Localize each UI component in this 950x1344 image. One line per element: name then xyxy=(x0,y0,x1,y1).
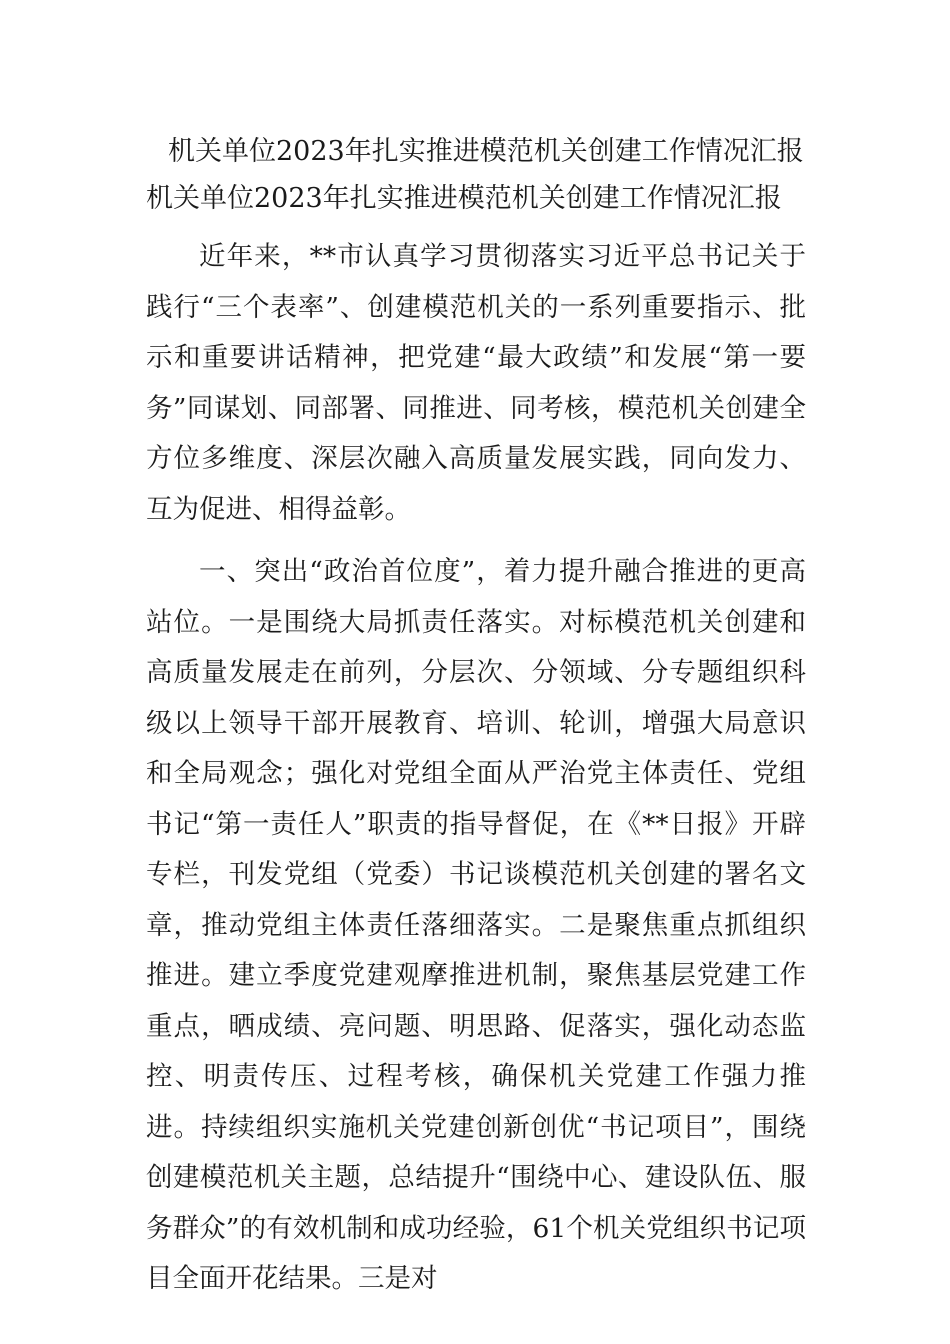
document-title: 机关单位2023年扎实推进模范机关创建工作情况汇报 xyxy=(168,136,804,167)
document-title-repeat: 机关单位2023年扎实推进模范机关创建工作情况汇报 xyxy=(146,183,782,214)
document-page xyxy=(146,128,806,1305)
paragraph-intro: 近年来，**市认真学习贯彻落实习近平总书记关于践行“三个表率”、创建模范机关的一系列重要指示、批示和重要讲话精神，把党建“最大政绩”和发展“第一要务”同谋划、同部署、同推进、同考核，模范机关创建全方位多维度、深层次融入高质量发展实践，同向发力、互为促进、相得益彰。 xyxy=(146,241,806,525)
paragraph-section-one: 一、突出“政治首位度”，着力提升融合推进的更高站位。一是围绕大局抓责任落实。对标模范机关创建和高质量发展走在前列，分层次、分领域、分专题组织科级以上领导干部开展教育、培训、轮训，增强大局意识和全局观念；强化对党组全面从严治党主体责任、党组书记“第一责任人”职责的指导督促，在《**日报》开辟专栏，刊发党组（党委）书记谈模范机关创建的署名文章，推动党组主体责任落细落实。二是聚焦重点抓组织推进。建立季度党建观摩推进机制，聚焦基层党建工作重点，晒成绩、亮问题、明思路、促落实，强化动态监控、明责传压、过程考核，确保机关党建工作强力推进。持续组织实施机关党建创新创优“书记项目”，围绕创建模范机关主题，总结提升“围绕中心、建设队伍、服务群众”的有效机制和成功经验，61个机关党组织书记项目全面开花结果。三是对 xyxy=(146,556,806,1294)
